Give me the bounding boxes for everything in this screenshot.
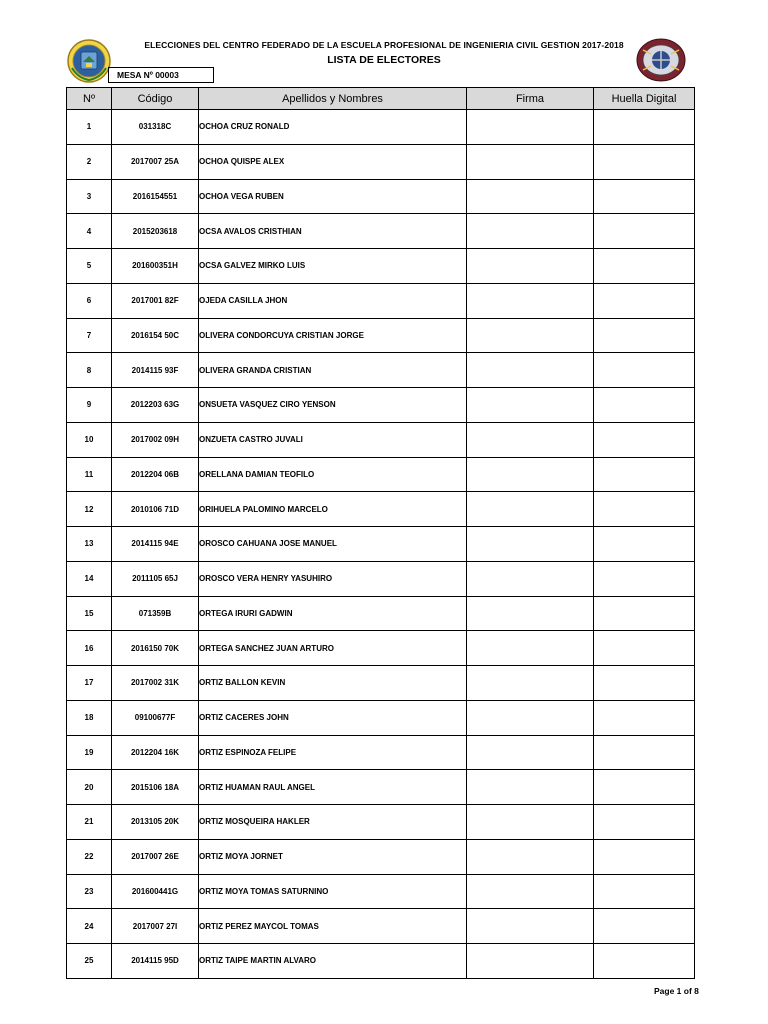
student-code: 201600441G [112,874,199,909]
signature-cell [467,666,594,701]
row-number: 12 [67,492,112,527]
signature-cell [467,735,594,770]
table-row [67,874,695,909]
table-row [67,422,695,457]
fingerprint-cell [594,179,695,214]
signature-cell [467,353,594,388]
table-row [67,214,695,249]
table-row [67,944,695,979]
header-code: Código [112,88,199,110]
student-code: 2014115 95D [112,944,199,979]
voter-name: OCHOA VEGA RUBEN [199,179,467,214]
signature-cell [467,144,594,179]
voter-name: OCSA AVALOS CRISTHIAN [199,214,467,249]
fingerprint-cell [594,631,695,666]
row-number: 3 [67,179,112,214]
fingerprint-cell [594,596,695,631]
row-number: 5 [67,249,112,284]
student-code: 2016154551 [112,179,199,214]
table-row [67,735,695,770]
voter-name: OLIVERA CONDORCUYA CRISTIAN JORGE [199,318,467,353]
student-code: 2017002 31K [112,666,199,701]
row-number: 11 [67,457,112,492]
signature-cell [467,631,594,666]
document-title: ELECCIONES DEL CENTRO FEDERADO DE LA ESCUELA PROFESIONAL DE INGENIERIA CIVIL GESTION 2017-2018 [144,40,624,50]
voter-name: OROSCO CAHUANA JOSE MANUEL [199,527,467,562]
table-row [67,249,695,284]
signature-cell [467,944,594,979]
student-code: 2017007 25A [112,144,199,179]
fingerprint-cell [594,527,695,562]
voter-name: ORTIZ TAIPE MARTIN ALVARO [199,944,467,979]
signature-cell [467,110,594,145]
student-code: 2017001 82F [112,283,199,318]
voter-name: ORTIZ HUAMAN RAUL ANGEL [199,770,467,805]
student-code: 2012203 63G [112,388,199,423]
student-code: 2014115 93F [112,353,199,388]
table-row [67,457,695,492]
document-subtitle: LISTA DE ELECTORES [327,54,441,66]
row-number: 1 [67,110,112,145]
row-number: 8 [67,353,112,388]
table-row [67,144,695,179]
signature-cell [467,561,594,596]
signature-cell [467,283,594,318]
fingerprint-cell [594,492,695,527]
table-row [67,353,695,388]
signature-cell [467,700,594,735]
fingerprint-cell [594,839,695,874]
voter-name: ORTIZ BALLON KEVIN [199,666,467,701]
voter-name: OROSCO VERA HENRY YASUHIRO [199,561,467,596]
student-code: 2012204 16K [112,735,199,770]
fingerprint-cell [594,388,695,423]
row-number: 10 [67,422,112,457]
row-number: 23 [67,874,112,909]
signature-cell [467,596,594,631]
row-number: 9 [67,388,112,423]
fingerprint-cell [594,144,695,179]
signature-cell [467,214,594,249]
voter-name: ONSUETA VASQUEZ CIRO YENSON [199,388,467,423]
voter-name: OLIVERA GRANDA CRISTIAN [199,353,467,388]
voter-name: ORTIZ ESPINOZA FELIPE [199,735,467,770]
fingerprint-cell [594,909,695,944]
row-number: 16 [67,631,112,666]
fingerprint-cell [594,214,695,249]
engineering-seal-icon [635,38,687,82]
mesa-number-box: MESA Nº 00003 [108,67,214,83]
voter-name: ORTIZ CACERES JOHN [199,700,467,735]
table-row [67,596,695,631]
row-number: 7 [67,318,112,353]
table-row [67,527,695,562]
table-row [67,666,695,701]
student-code: 2017002 09H [112,422,199,457]
signature-cell [467,770,594,805]
row-number: 14 [67,561,112,596]
row-number: 24 [67,909,112,944]
row-number: 25 [67,944,112,979]
row-number: 22 [67,839,112,874]
signature-cell [467,805,594,840]
student-code: 2012204 06B [112,457,199,492]
signature-cell [467,909,594,944]
row-number: 18 [67,700,112,735]
signature-cell [467,527,594,562]
header-number: Nº [67,88,112,110]
table-row [67,179,695,214]
student-code: 2016150 70K [112,631,199,666]
voter-name: OJEDA CASILLA JHON [199,283,467,318]
signature-cell [467,318,594,353]
table-row [67,839,695,874]
fingerprint-cell [594,805,695,840]
table-row [67,283,695,318]
voter-name: OCSA GALVEZ MIRKO LUIS [199,249,467,284]
student-code: 2015106 18A [112,770,199,805]
row-number: 19 [67,735,112,770]
fingerprint-cell [594,561,695,596]
student-code: 2016154 50C [112,318,199,353]
student-code: 031318C [112,110,199,145]
voter-name: ORTEGA IRURI GADWIN [199,596,467,631]
row-number: 20 [67,770,112,805]
table-row [67,700,695,735]
fingerprint-cell [594,874,695,909]
voter-name: OCHOA QUISPE ALEX [199,144,467,179]
fingerprint-cell [594,353,695,388]
row-number: 2 [67,144,112,179]
fingerprint-cell [594,735,695,770]
student-code: 2011105 65J [112,561,199,596]
student-code: 2017007 27I [112,909,199,944]
fingerprint-cell [594,422,695,457]
signature-cell [467,179,594,214]
header-signature: Firma [467,88,594,110]
table-row [67,770,695,805]
student-code: 201600351H [112,249,199,284]
table-row [67,318,695,353]
student-code: 2013105 20K [112,805,199,840]
fingerprint-cell [594,770,695,805]
student-code: 071359B [112,596,199,631]
signature-cell [467,874,594,909]
university-shield-icon [66,38,112,84]
table-row [67,492,695,527]
voter-name: ORIHUELA PALOMINO MARCELO [199,492,467,527]
header-fingerprint: Huella Digital [594,88,695,110]
fingerprint-cell [594,318,695,353]
fingerprint-cell [594,110,695,145]
row-number: 6 [67,283,112,318]
header-name: Apellidos y Nombres [199,88,467,110]
signature-cell [467,388,594,423]
fingerprint-cell [594,944,695,979]
student-code: 2010106 71D [112,492,199,527]
table-header-row [67,88,695,110]
voter-name: ORTIZ PEREZ MAYCOL TOMAS [199,909,467,944]
voter-name: ORTIZ MOYA TOMAS SATURNINO [199,874,467,909]
voter-name: OCHOA CRUZ RONALD [199,110,467,145]
fingerprint-cell [594,249,695,284]
fingerprint-cell [594,666,695,701]
student-code: 2014115 94E [112,527,199,562]
table-row [67,561,695,596]
voter-name: ORTIZ MOSQUEIRA HAKLER [199,805,467,840]
fingerprint-cell [594,283,695,318]
voter-name: ORTEGA SANCHEZ JUAN ARTURO [199,631,467,666]
row-number: 17 [67,666,112,701]
row-number: 13 [67,527,112,562]
row-number: 4 [67,214,112,249]
table-row [67,388,695,423]
student-code: 09100677F [112,700,199,735]
signature-cell [467,422,594,457]
table-row [67,110,695,145]
voter-name: ORTIZ MOYA JORNET [199,839,467,874]
signature-cell [467,249,594,284]
student-code: 2015203618 [112,214,199,249]
page-number: Page 1 of 8 [654,986,699,996]
table-row [67,909,695,944]
student-code: 2017007 26E [112,839,199,874]
signature-cell [467,492,594,527]
signature-cell [467,839,594,874]
row-number: 21 [67,805,112,840]
voter-name: ORELLANA DAMIAN TEOFILO [199,457,467,492]
fingerprint-cell [594,700,695,735]
table-row [67,805,695,840]
table-row [67,631,695,666]
voter-list-table [66,87,695,979]
voter-name: ONZUETA CASTRO JUVALI [199,422,467,457]
fingerprint-cell [594,457,695,492]
row-number: 15 [67,596,112,631]
signature-cell [467,457,594,492]
